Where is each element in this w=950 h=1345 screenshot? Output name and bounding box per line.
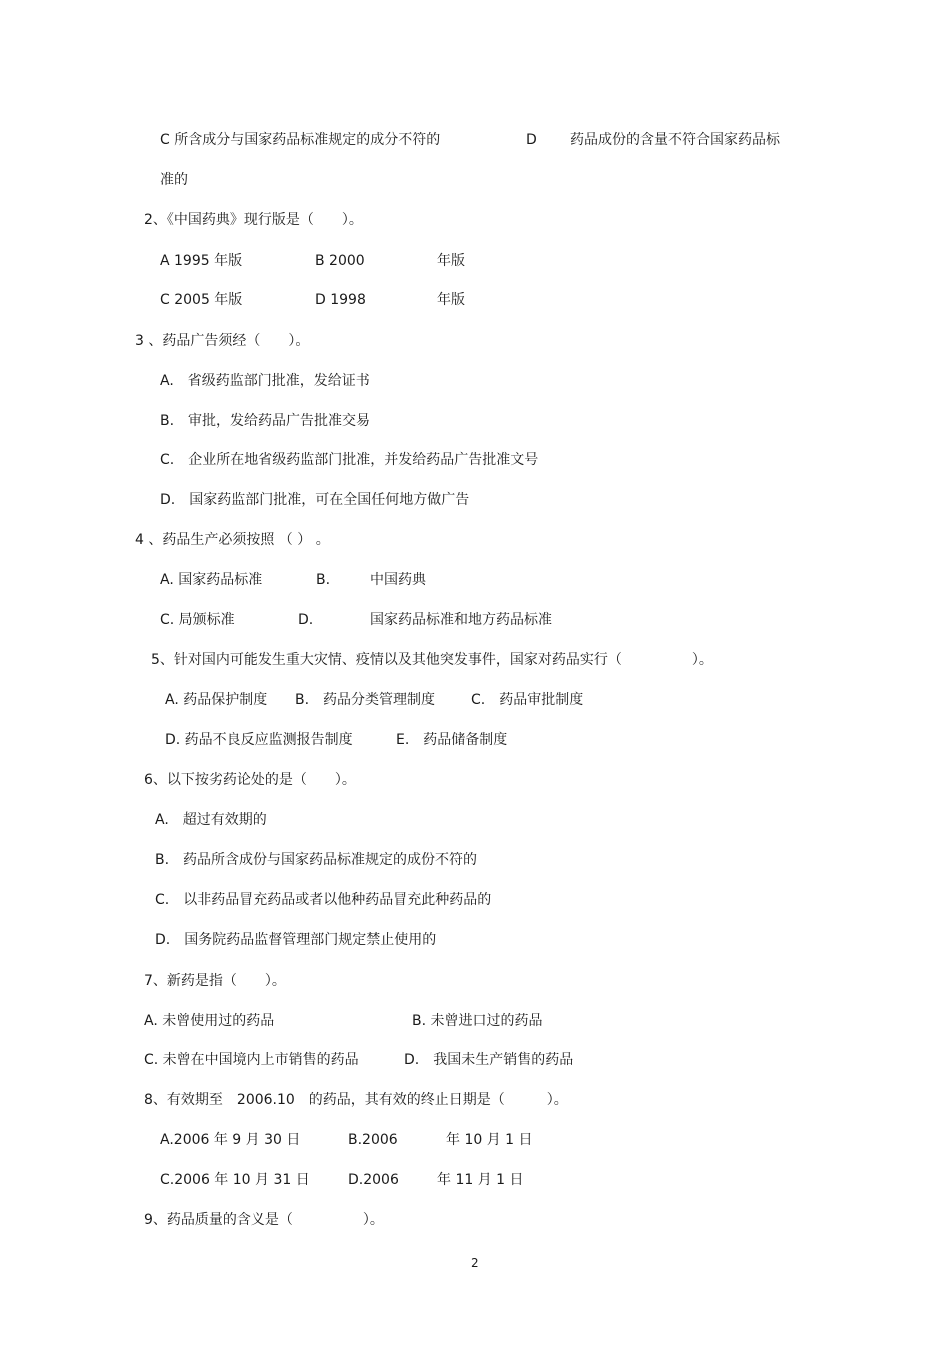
q1-option-d-label: D (526, 132, 537, 148)
q5-option-d: D. 药品不良反应监测报告制度 (165, 732, 353, 748)
q8-option-c: C.2006 年 10 月 31 日 (160, 1172, 310, 1188)
q5-option-b: B. 药品分类管理制度 (295, 692, 436, 708)
q7-option-c: C. 未曾在中国境内上市销售的药品 (144, 1052, 359, 1068)
question-9: 9、药品质量的含义是（ ）。 (144, 1212, 384, 1228)
q8-option-d: D.2006 (348, 1172, 399, 1188)
q8-option-a: A.2006 年 9 月 30 日 (160, 1132, 301, 1148)
q3-option-d: D. 国家药监部门批准，可在全国任何地方做广告 (160, 492, 470, 508)
q7-option-d: D. 我国未生产销售的药品 (404, 1052, 574, 1068)
q5-option-c: C. 药品审批制度 (471, 692, 584, 708)
q8-option-b: B.2006 (348, 1132, 398, 1148)
q1-option-d: 药品成份的含量不符合国家药品标 (570, 132, 780, 148)
q4-option-c: C. 局颁标准 (160, 612, 235, 628)
q4-option-d-label: D. (298, 612, 314, 628)
q6-option-d: D. 国务院药品监督管理部门规定禁止使用的 (155, 932, 437, 948)
question-6: 6、以下按劣药论处的是（ ）。 (144, 772, 356, 788)
q2-option-b: B 2000 (315, 253, 365, 269)
q1-option-d-continued: 准的 (160, 172, 188, 188)
q6-option-a: A. 超过有效期的 (155, 812, 267, 828)
page-number: 2 (471, 1256, 479, 1270)
q5-option-a: A. 药品保护制度 (165, 692, 268, 708)
question-8: 8、有效期至 2006.10 的药品，其有效的终止日期是（ ）。 (144, 1092, 568, 1108)
q2-option-c: C 2005 年版 (160, 292, 243, 308)
q6-option-b: B. 药品所含成份与国家药品标准规定的成份不符的 (155, 852, 478, 868)
q8-option-d-date: 年 11 月 1 日 (437, 1172, 524, 1188)
q5-option-e: E. 药品储备制度 (396, 732, 508, 748)
q2-option-d: D 1998 (315, 292, 366, 308)
q3-option-a: A. 省级药监部门批准，发给证书 (160, 373, 370, 389)
q2-option-b-unit: 年版 (437, 253, 465, 269)
q1-option-c: C 所含成分与国家药品标准规定的成分不符的 (160, 132, 441, 148)
q4-option-b-label: B. (316, 572, 331, 588)
q7-option-b: B. 未曾进口过的药品 (412, 1013, 543, 1029)
q8-option-b-date: 年 10 月 1 日 (446, 1132, 533, 1148)
q7-option-a: A. 未曾使用过的药品 (144, 1013, 275, 1029)
question-7: 7、新药是指（ ）。 (144, 973, 286, 989)
question-3: 3 、药品广告须经（ ）。 (135, 333, 310, 349)
question-4: 4 、药品生产必须按照 （ ） 。 (135, 532, 330, 548)
q3-option-b: B. 审批，发给药品广告批准交易 (160, 413, 371, 429)
q4-option-d: 国家药品标准和地方药品标准 (370, 612, 552, 628)
q3-option-c: C. 企业所在地省级药监部门批准，并发给药品广告批准文号 (160, 452, 539, 468)
q2-option-d-unit: 年版 (437, 292, 465, 308)
question-2: 2、《中国药典》现行版是（ ）。 (144, 212, 363, 228)
question-5: 5、针对国内可能发生重大灾情、疫情以及其他突发事件，国家对药品实行（ ）。 (151, 652, 713, 668)
q4-option-b: 中国药典 (370, 572, 426, 588)
q2-option-a: A 1995 年版 (160, 253, 243, 269)
q6-option-c: C. 以非药品冒充药品或者以他种药品冒充此种药品的 (155, 892, 492, 908)
q4-option-a: A. 国家药品标准 (160, 572, 263, 588)
